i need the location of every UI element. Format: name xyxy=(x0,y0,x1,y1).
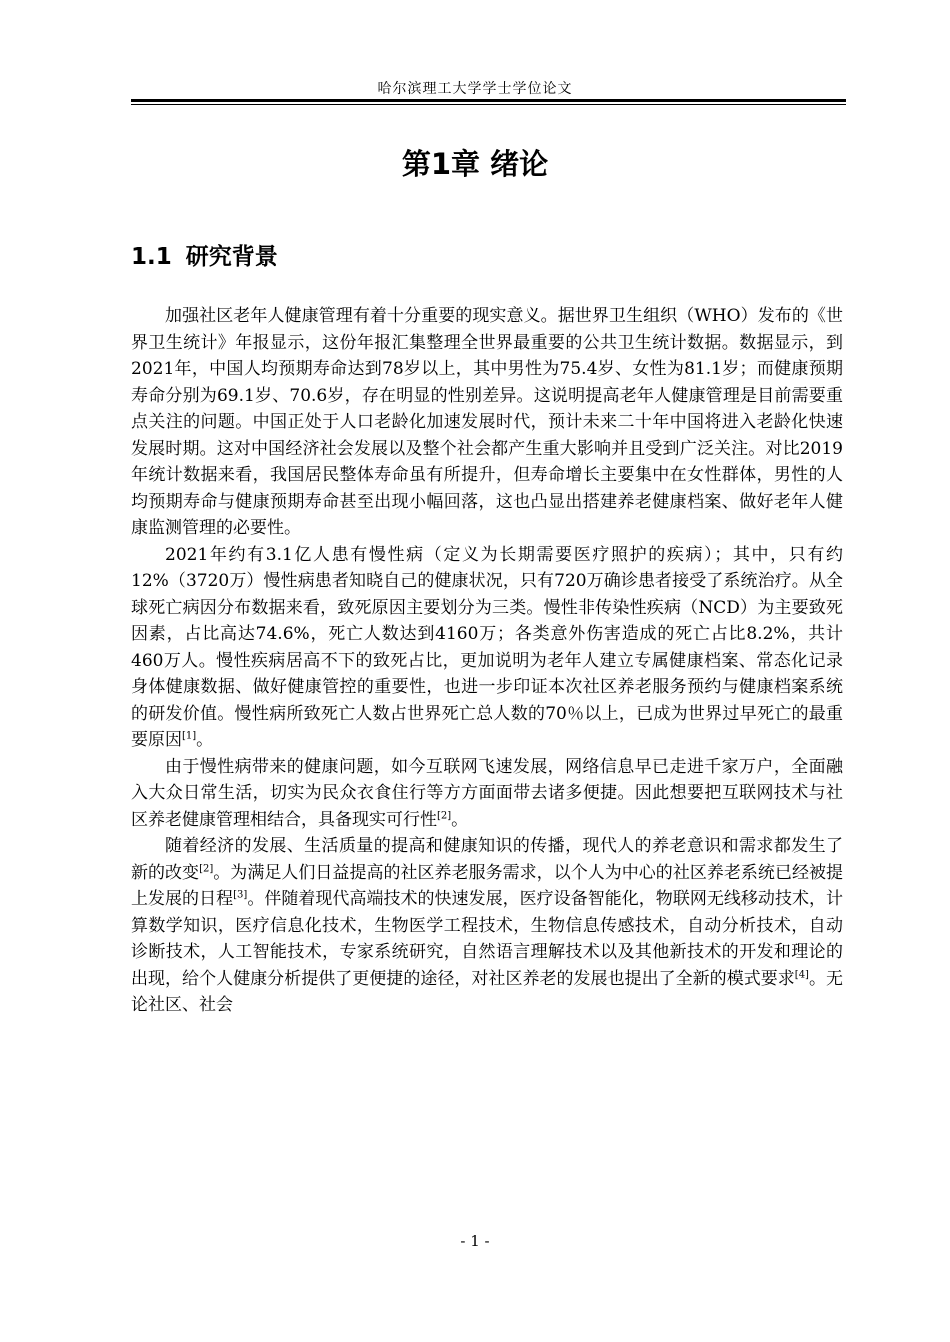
citation-ref[interactable]: [4] xyxy=(794,968,809,980)
paragraph xyxy=(131,303,843,542)
paragraph-text: 2021年约有3.1亿人患有慢性病（定义为长期需要医疗照护的疾病）；其中，只有约12%（3720万）慢性病患者知晓自己的健康状况，只有720万确诊患者接受了系统治疗。从全球死亡病因分布数据来看，致死原因主要划分为三类。慢性非传染性疾病（NCD）为主要致死因素，占比高达74.6%，死亡人数达到4160万；各类意外伤害造成的死亡占比8.2%，共计460万人。慢性疾病居高不下的致死占比，更加说明为老年人建立专属健康档案、常态化记录身体健康数据、做好健康管控的重要性，也进一步印证本次社区养老服务预约与健康档案系统的研发价值。慢性病所致死亡人数占世界死亡总人数的70％以上，已成为世界过早死亡的最重要原因 xyxy=(131,544,843,750)
paragraph-text: 。为满足人们日益提高的社区养老服务需求，以个人为中心的社区养老系统已经被提上发展的日程 xyxy=(131,862,844,909)
citation-ref[interactable]: [2] xyxy=(199,862,214,874)
paragraph-text: 。无论社区、社会 xyxy=(131,968,844,1015)
paragraph-tail: 。 xyxy=(196,730,214,750)
paragraph-text: 加强社区老年人健康管理有着十分重要的现实意义。据世界卫生组织（WHO）发布的《世界卫生统计》年报显示，这份年报汇集整理全世界最重要的公共卫生统计数据。数据显示，到2021年，中国人均预期寿命达到78岁以上，其中男性为75.4岁、女性为81.1岁；而健康预期寿命分别为69.1岁、70.6岁，存在明显的性别差异。这说明提高老年人健康管理是目前需要重点关注的问题。中国正处于人口老龄化加速发展时代，预计未来二十年中国将进入老龄化快速发展时期。这对中国经济社会发展以及整个社会都产生重大影响并且受到广泛关注。对比2019年统计数据来看，我国居民整体寿命虽有所提升，但寿命增长主要集中在女性群体，男性的人均预期寿命与健康预期寿命甚至出现小幅回落，这也凸显出搭建养老健康档案、做好老年人健康监测管理的必要性。 xyxy=(131,306,843,538)
section-heading xyxy=(131,238,278,271)
citation-ref[interactable]: [3] xyxy=(233,889,248,901)
chapter-title: 第1章 绪论 xyxy=(401,147,549,181)
page-number: - 1 - xyxy=(460,1232,490,1250)
running-header: 哈尔滨理工大学学士学位论文 xyxy=(377,81,573,97)
paragraph-text: 由于慢性病带来的健康问题，如今互联网飞速发展，网络信息早已走进千家万户，全面融入大众日常生活，切实为民众衣食住行等方方面面带去诸多便捷。因此想要把互联网技术与社区养老健康管理相结合，具备现实可行性 xyxy=(131,756,843,830)
paragraph xyxy=(131,754,843,834)
citation-ref[interactable]: [2] xyxy=(437,809,452,821)
paragraph-text: 。伴随着现代高端技术的快速发展，医疗设备智能化，物联网无线移动技术，计算数学知识，医疗信息化技术，生物医学工程技术，生物信息传感技术，自动分析技术，自动诊断技术，人工智能技术，专家系统研究，自然语言理解技术以及其他新技术的开发和理论的出现，给个人健康分析提供了更便捷的途径，对社区养老的发展也提出了全新的模式要求 xyxy=(131,889,844,989)
section-title: 研究背景 xyxy=(185,244,278,270)
section-number: 1.1 xyxy=(131,244,172,270)
header-rule-thick xyxy=(131,99,846,102)
header-rule-thin xyxy=(131,104,846,105)
paragraph xyxy=(131,542,843,754)
paragraph xyxy=(131,833,843,1019)
citation-ref[interactable]: [1] xyxy=(182,730,197,742)
paragraph-text: 随着经济的发展、生活质量的提高和健康知识的传播，现代人的养老意识和需求都发生了新的改变 xyxy=(131,836,843,883)
paragraph-tail: 。 xyxy=(451,809,469,830)
body-text xyxy=(131,303,843,1019)
